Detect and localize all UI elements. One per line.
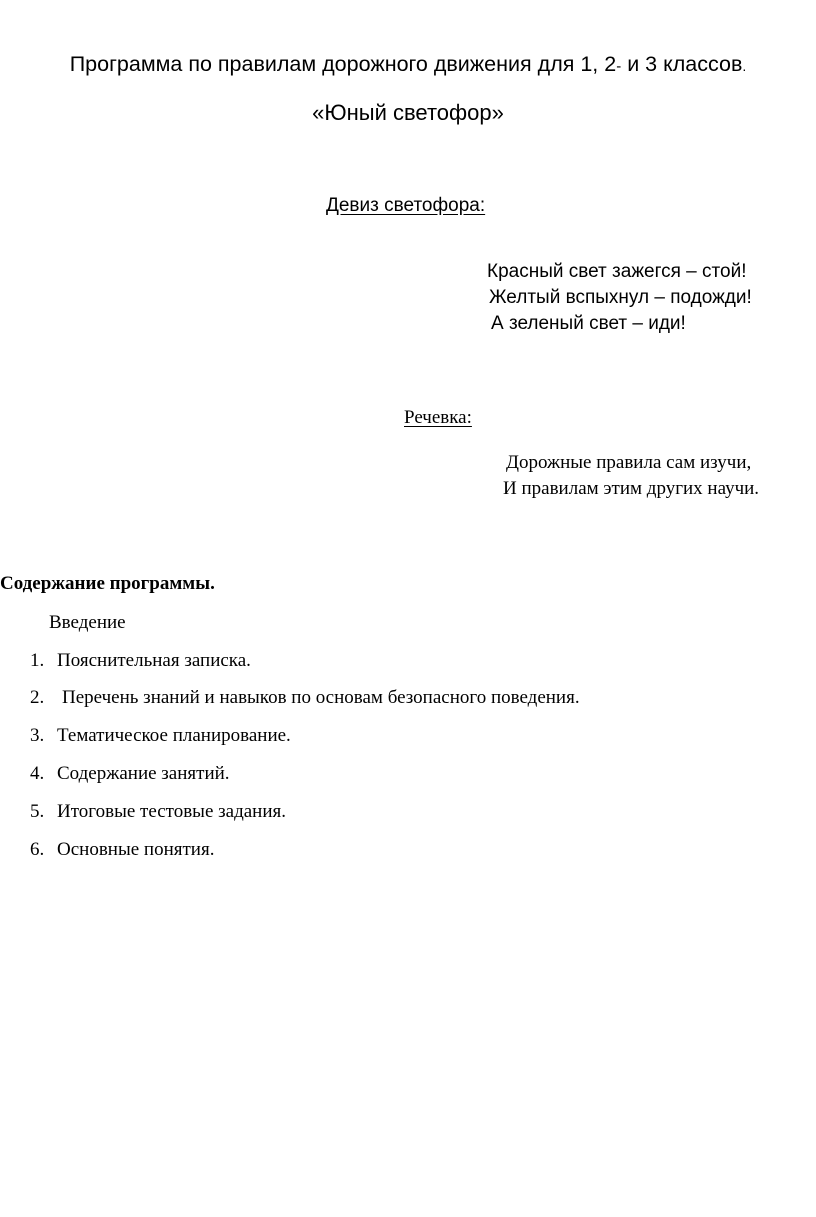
list-item-text: Основные понятия. — [57, 839, 215, 860]
chant-line: Дорожные правила сам изучи, — [506, 452, 752, 473]
list-item-text: Содержание занятий. — [57, 763, 230, 784]
list-item-text: Пояснительная записка. — [57, 650, 251, 671]
motto-line: Красный свет зажегся – стой! — [487, 261, 747, 282]
motto-label: Девиз светофора: — [326, 195, 486, 216]
chant-line: И правилам этим других научи. — [503, 478, 760, 499]
list-item-number: 1. — [30, 650, 45, 671]
motto-line: Желтый вспыхнул – подожди! — [489, 287, 752, 308]
title-dot: . — [742, 58, 747, 74]
document-title — [0, 52, 816, 77]
title-main: Программа по правилам дорожного движения для 1, 2 — [69, 52, 617, 76]
list-item-number: 2. — [30, 687, 45, 708]
title-tail: и 3 классов — [621, 52, 743, 76]
list-item-text: Тематическое планирование. — [57, 725, 291, 746]
list-item-text: Итоговые тестовые задания. — [57, 801, 286, 822]
list-item-number: 5. — [30, 801, 45, 822]
document-subtitle: «Юный светофор» — [312, 100, 504, 125]
chant-label: Речевка: — [404, 407, 472, 428]
contents-intro: Введение — [49, 612, 126, 633]
list-item-text: Перечень знаний и навыков по основам безопасного поведения. — [62, 687, 580, 708]
list-item-number: 4. — [30, 763, 45, 784]
contents-heading: Содержание программы. — [0, 573, 215, 594]
motto-line: А зеленый свет – иди! — [491, 313, 686, 334]
list-item-number: 3. — [30, 725, 45, 746]
title-dash: - — [616, 58, 622, 75]
list-item-number: 6. — [30, 839, 45, 860]
